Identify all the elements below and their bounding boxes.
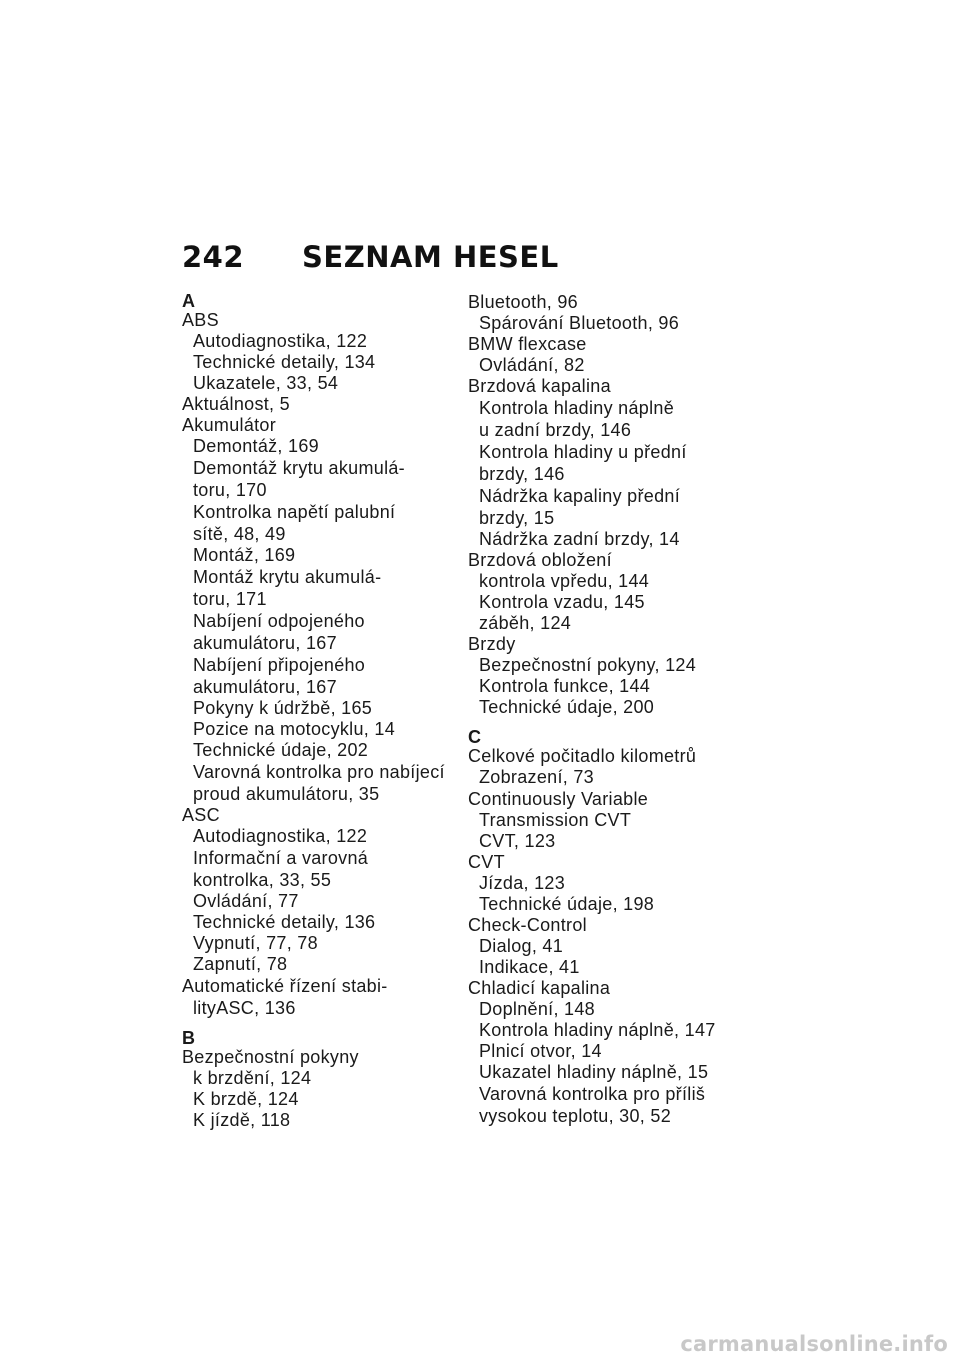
index-subentry: brzdy, 146	[479, 464, 565, 484]
index-subentry: Ukazatele, 33, 54	[193, 373, 339, 393]
index-subentry: Varovná kontrolka pro příliš	[479, 1084, 706, 1104]
index-subentry: Kontrolka napětí palubní	[193, 502, 396, 522]
index-entry: Check-Control	[468, 915, 587, 935]
index-entry: Celkové počitadlo kilometrů	[468, 746, 697, 766]
index-subentry: vysokou teplotu, 30, 52	[479, 1106, 672, 1126]
index-subentry: Jízda, 123	[479, 873, 566, 893]
index-subentry: Spárování Bluetooth, 96	[479, 313, 680, 333]
index-entry: Brzdová kapalina	[468, 376, 611, 396]
index-entry: Automatické řízení stabi-	[182, 976, 388, 996]
index-subentry: Varovná kontrolka pro nabíjecí	[193, 762, 445, 782]
index-entry: ASC	[182, 805, 220, 825]
index-subentry: Zobrazení, 73	[479, 767, 594, 787]
index-subentry: K brzdě, 124	[193, 1089, 299, 1109]
index-subentry: Technické údaje, 202	[193, 740, 369, 760]
index-subentry: Kontrola vzadu, 145	[479, 592, 645, 612]
index-subentry: Technické detaily, 136	[193, 912, 376, 932]
index-subentry: Technické detaily, 134	[193, 352, 376, 372]
index-entry: Chladicí kapalina	[468, 978, 611, 998]
index-subentry: kontrolka, 33, 55	[193, 870, 332, 890]
index-subentry: Dialog, 41	[479, 936, 564, 956]
index-subentry: Demontáž krytu akumulá-	[193, 458, 405, 478]
index-section-letter: A	[182, 291, 195, 311]
index-entry: Brzdy	[468, 634, 516, 654]
index-section-letter: B	[182, 1028, 195, 1048]
index-entry: Bezpečnostní pokyny	[182, 1047, 359, 1067]
page-header	[182, 240, 559, 274]
index-subentry: Doplnění, 148	[479, 999, 595, 1019]
index-subentry: kontrola vpředu, 144	[479, 571, 650, 591]
index-subentry: Kontrola hladiny náplně, 147	[479, 1020, 716, 1040]
page-number: 242	[182, 240, 245, 274]
index-entry: Brzdová obložení	[468, 550, 612, 570]
index-subentry: Autodiagnostika, 122	[193, 331, 368, 351]
index-entry: Aktuálnost, 5	[182, 394, 290, 414]
index-subentry: Technické údaje, 198	[479, 894, 655, 914]
index-subentry: Pokyny k údržbě, 165	[193, 698, 373, 718]
index-subentry: Nabíjení připojeného	[193, 655, 366, 675]
index-subentry: k brzdění, 124	[193, 1068, 312, 1088]
index-column-left	[182, 292, 467, 1131]
index-subentry: Pozice na motocyklu, 14	[193, 719, 395, 739]
page-title: SEZNAM HESEL	[302, 240, 559, 274]
index-subentry: Ovládání, 77	[193, 891, 299, 911]
index-subentry: Ukazatel hladiny náplně, 15	[479, 1062, 709, 1082]
index-subentry: toru, 171	[193, 589, 267, 609]
index-subentry: brzdy, 15	[479, 508, 555, 528]
index-subentry: Autodiagnostika, 122	[193, 826, 368, 846]
index-subentry: toru, 170	[193, 480, 267, 500]
index-entry: Continuously Variable	[468, 789, 649, 809]
index-subentry: Indikace, 41	[479, 957, 580, 977]
index-subentry: Demontáž, 169	[193, 436, 319, 456]
index-subentry: Transmission CVT	[479, 810, 632, 830]
index-subentry: akumulátoru, 167	[193, 677, 337, 697]
index-entry: CVT	[468, 852, 505, 872]
index-subentry: Zapnutí, 78	[193, 954, 288, 974]
index-subentry: u zadní brzdy, 146	[479, 420, 632, 440]
watermark-text: carmanualsonline.info	[680, 1332, 948, 1356]
index-subentry: Vypnutí, 77, 78	[193, 933, 318, 953]
index-subentry: Montáž krytu akumulá-	[193, 567, 382, 587]
index-entry: ABS	[182, 310, 219, 330]
index-subentry: Montáž, 169	[193, 545, 296, 565]
index-subentry: Kontrola hladiny náplně	[479, 398, 675, 418]
index-entry: Bluetooth, 96	[468, 292, 578, 312]
index-column-right	[468, 292, 768, 1127]
index-subentry: Plnicí otvor, 14	[479, 1041, 602, 1061]
index-subentry: K jízdě, 118	[193, 1110, 291, 1130]
index-subentry: proud akumulátoru, 35	[193, 784, 380, 804]
index-entry: Akumulátor	[182, 415, 277, 435]
index-subentry: Kontrola funkce, 144	[479, 676, 651, 696]
index-subentry: Kontrola hladiny u přední	[479, 442, 687, 462]
index-subentry: Nabíjení odpojeného	[193, 611, 365, 631]
index-subentry: CVT, 123	[479, 831, 556, 851]
index-subentry: Nádržka kapaliny přední	[479, 486, 681, 506]
index-subentry: sítě, 48, 49	[193, 524, 286, 544]
index-subentry: Ovládání, 82	[479, 355, 585, 375]
index-subentry: akumulátoru, 167	[193, 633, 337, 653]
index-section-letter: C	[468, 727, 481, 747]
index-subentry: Nádržka zadní brzdy, 14	[479, 529, 680, 549]
index-subentry: záběh, 124	[479, 613, 572, 633]
index-subentry: Technické údaje, 200	[479, 697, 655, 717]
index-subentry: Informační a varovná	[193, 848, 369, 868]
index-entry: BMW flexcase	[468, 334, 587, 354]
index-subentry: lityASC, 136	[193, 998, 296, 1018]
index-subentry: Bezpečnostní pokyny, 124	[479, 655, 697, 675]
